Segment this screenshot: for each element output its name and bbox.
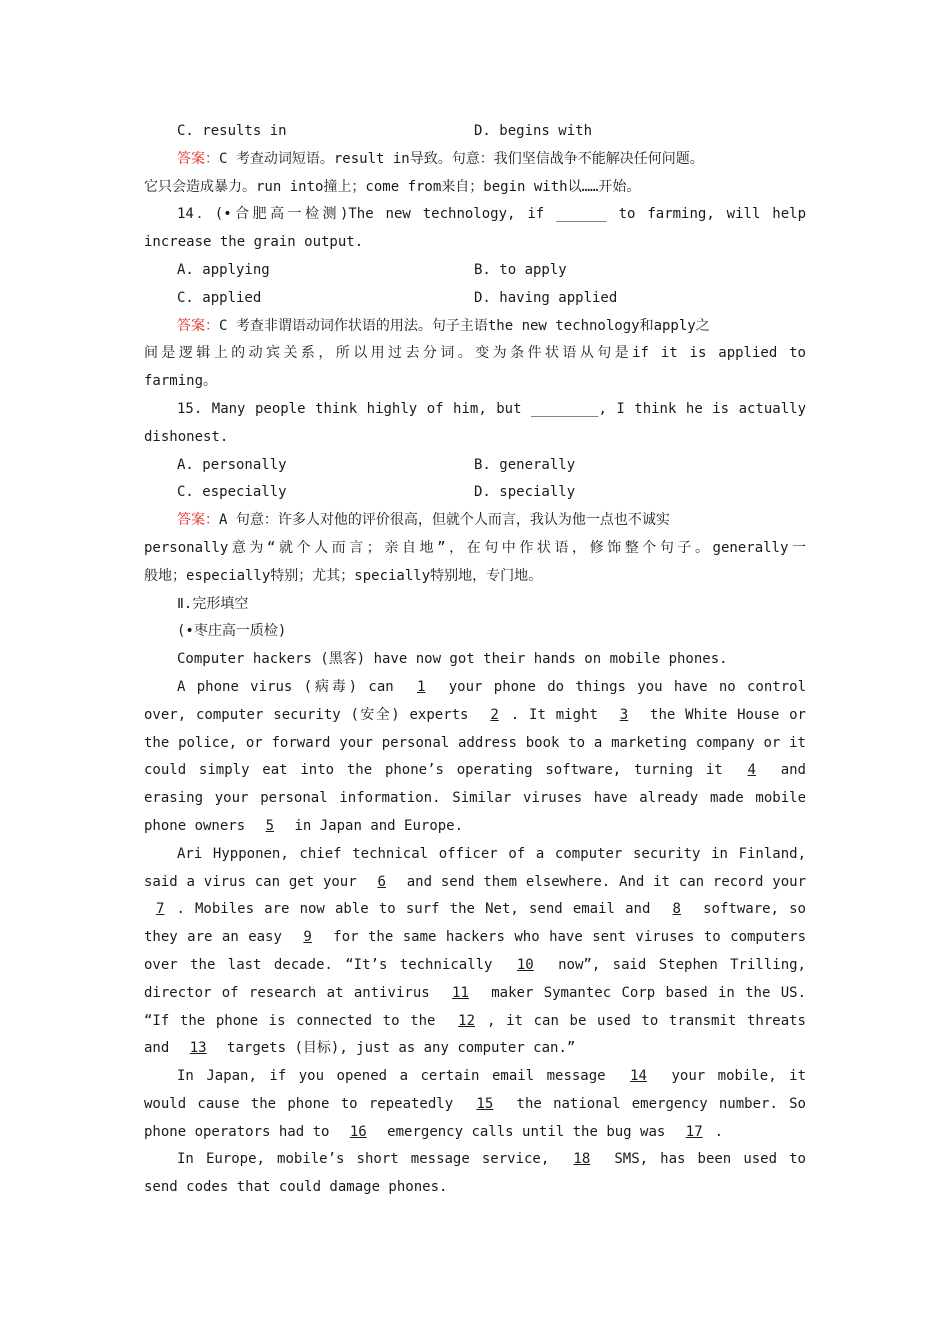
answer-label: 答案： bbox=[177, 512, 219, 529]
question-15-cont: dishonest. bbox=[144, 428, 229, 445]
text: over, computer security (安全) experts bbox=[144, 706, 469, 723]
blank-18: 18 bbox=[573, 1151, 591, 1168]
passage-line bbox=[144, 813, 806, 841]
answer-line: farming。 bbox=[144, 373, 218, 390]
passage-line: Ari Hypponen, chief technical officer of a computer security in Finland, bbox=[177, 845, 806, 862]
text: phone owners bbox=[144, 817, 246, 834]
text: now”, said Stephen Trilling, bbox=[558, 956, 806, 973]
q14-options-cd bbox=[144, 285, 806, 313]
q14-options-ab bbox=[144, 257, 806, 285]
passage-line bbox=[144, 1091, 806, 1119]
section-source: (•枣庄高一质检) bbox=[177, 623, 287, 640]
passage-line bbox=[144, 952, 806, 980]
text: would cause the phone to repeatedly bbox=[144, 1095, 454, 1112]
blank-11: 11 bbox=[452, 984, 469, 1001]
blank-13: 13 bbox=[189, 1040, 207, 1057]
blank-17: 17 bbox=[685, 1123, 703, 1140]
passage-line bbox=[144, 980, 806, 1008]
text: software, so bbox=[703, 901, 806, 918]
option-c: C. results in bbox=[177, 123, 287, 139]
blank-8: 8 bbox=[672, 901, 681, 918]
blank-5: 5 bbox=[265, 817, 275, 834]
blank-1: 1 bbox=[417, 678, 426, 695]
passage-line: the police, or forward your personal address book to a marketing company or it bbox=[144, 734, 806, 751]
question-14-cont: increase the grain output. bbox=[144, 234, 364, 251]
blank-2: 2 bbox=[490, 706, 499, 723]
text: your mobile, it bbox=[671, 1068, 807, 1085]
text: . It might bbox=[510, 706, 598, 723]
option-b: B. to apply bbox=[474, 261, 567, 278]
blank-7: 7 bbox=[156, 901, 165, 918]
passage-line bbox=[144, 1008, 806, 1036]
document-page bbox=[144, 118, 806, 1202]
passage-line bbox=[144, 702, 806, 730]
text: maker Symantec Corp based in the US. bbox=[491, 984, 807, 1001]
text: director of research at antivirus bbox=[144, 984, 430, 1001]
passage-line bbox=[144, 757, 806, 785]
blank-9: 9 bbox=[303, 929, 312, 946]
blank-16: 16 bbox=[349, 1123, 367, 1140]
option-c: C. applied bbox=[177, 289, 262, 306]
passage-line bbox=[144, 869, 806, 897]
section-title: Ⅱ.完形填空 bbox=[177, 595, 249, 612]
passage-intro: Computer hackers (黑客) have now got their hands on mobile phones. bbox=[177, 651, 728, 668]
text: said a virus can get your bbox=[144, 873, 357, 890]
passage-line: erasing your personal information. Similar viruses have already made mobile bbox=[144, 790, 806, 807]
blank-3: 3 bbox=[619, 706, 629, 723]
passage-line bbox=[144, 896, 806, 924]
text: . bbox=[714, 1123, 724, 1140]
text: and bbox=[144, 1040, 170, 1057]
passage-line bbox=[144, 1119, 806, 1147]
passage-line bbox=[144, 1035, 806, 1063]
option-a: A. personally bbox=[177, 456, 287, 473]
answer-line bbox=[144, 507, 806, 535]
option-d: D. begins with bbox=[474, 123, 593, 139]
answer-label: 答案： bbox=[177, 150, 219, 167]
text: , it can be used to transmit threats bbox=[487, 1012, 806, 1029]
text: and bbox=[780, 762, 806, 779]
question-15: 15. Many people think highly of him, but ________, I think he is actually bbox=[177, 400, 806, 417]
text: A phone virus (病毒) can bbox=[177, 678, 394, 695]
answer-line: 般地；especially特别；尤其；specially特别地，专门地。 bbox=[144, 567, 543, 584]
passage-line bbox=[144, 1063, 806, 1091]
answer-line: personally意为“就个人而言；亲自地”，在句中作状语，修饰整个句子。generally一 bbox=[144, 539, 806, 556]
text: emergency calls until the bug was bbox=[387, 1123, 666, 1140]
blank-4: 4 bbox=[747, 762, 756, 779]
blank-10: 10 bbox=[516, 956, 534, 973]
q15-options-cd bbox=[144, 479, 806, 507]
passage-line bbox=[144, 1146, 806, 1174]
answer-line: 它只会造成暴力。run into撞上；come from来自；begin with以……开始。 bbox=[144, 178, 641, 195]
blank-14: 14 bbox=[630, 1068, 647, 1085]
answer-text: C 考查非谓语动词作状语的用法。句子主语the new technology和apply之 bbox=[219, 317, 710, 334]
answer-text: C 考查动词短语。result in导致。句意：我们坚信战争不能解决任何问题。 bbox=[219, 150, 704, 167]
blank-15: 15 bbox=[476, 1095, 494, 1112]
option-b: B. generally bbox=[474, 456, 576, 473]
text: the national emergency number. So bbox=[516, 1095, 806, 1112]
answer-line bbox=[144, 146, 806, 174]
passage-line: send codes that could damage phones. bbox=[144, 1179, 448, 1196]
text: SMS, has been used to bbox=[614, 1151, 806, 1168]
text: over the last decade. “It’s technically bbox=[144, 956, 493, 973]
blank-6: 6 bbox=[377, 873, 386, 890]
question-14: 14．(•合肥高一检测)The new technology, if ______ to farming, will help bbox=[177, 206, 806, 223]
option-d: D. specially bbox=[474, 484, 576, 501]
answer-text: A 句意：许多人对他的评价很高，但就个人而言，我认为他一点也不诚实 bbox=[219, 512, 670, 529]
option-c: C. especially bbox=[177, 484, 287, 501]
answer-line bbox=[144, 313, 806, 341]
text: In Japan, if you opened a certain email message bbox=[177, 1068, 606, 1085]
text: phone operators had to bbox=[144, 1123, 330, 1140]
text: targets (目标), just as any computer can.” bbox=[227, 1040, 576, 1057]
text: they are an easy bbox=[144, 929, 282, 946]
q15-options-ab bbox=[144, 452, 806, 480]
blank-12: 12 bbox=[458, 1012, 475, 1029]
text: your phone do things you have no control bbox=[448, 678, 807, 695]
text: the White House or bbox=[650, 706, 806, 723]
text: and send them elsewhere. And it can record your bbox=[406, 873, 806, 890]
passage-line bbox=[144, 674, 806, 702]
text: . Mobiles are now able to surf the Net, send email and bbox=[176, 901, 651, 918]
passage-line bbox=[144, 924, 806, 952]
answer-label: 答案： bbox=[177, 317, 219, 334]
text: in Japan and Europe. bbox=[294, 817, 464, 834]
text: In Europe, mobile’s short message service, bbox=[177, 1151, 550, 1168]
q13-options-cd bbox=[144, 118, 806, 146]
text: “If the phone is connected to the bbox=[144, 1012, 436, 1029]
text: could simply eat into the phone’s operating software, turning it bbox=[144, 762, 723, 779]
answer-line: 间是逻辑上的动宾关系，所以用过去分词。变为条件状语从句是if it is applied to bbox=[144, 345, 806, 362]
text: for the same hackers who have sent viruses to computers bbox=[333, 929, 806, 946]
option-a: A. applying bbox=[177, 261, 270, 278]
option-d: D. having applied bbox=[474, 289, 618, 306]
